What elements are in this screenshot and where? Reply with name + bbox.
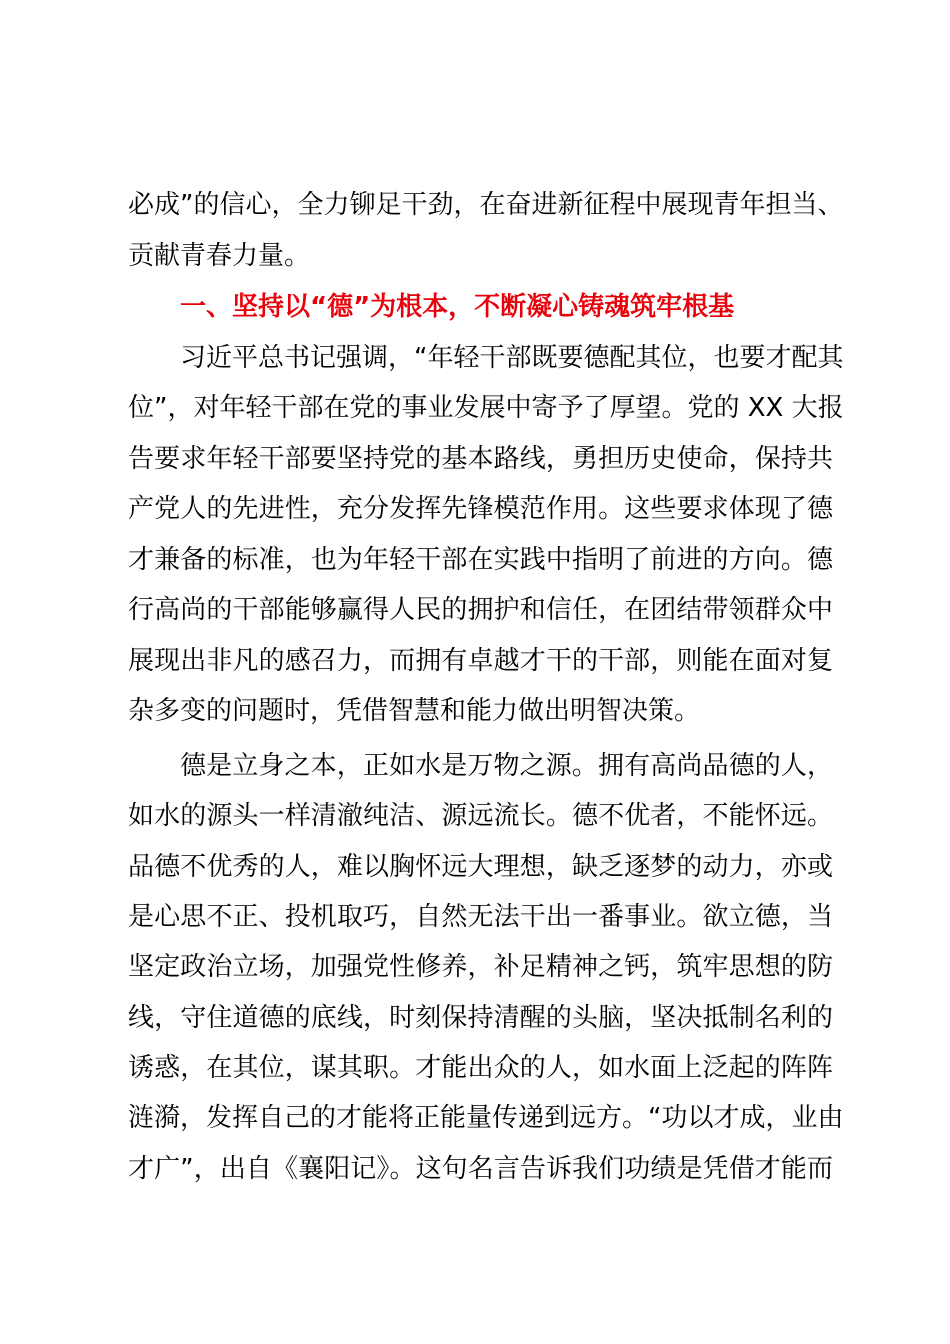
paragraph-line: 线，守住道德的底线，时刻保持清醒的头脑，坚决抵制名利的: [128, 1003, 833, 1033]
paragraph-line: 告要求年轻干部要坚持党的基本路线，勇担历史使命，保持共: [128, 444, 833, 474]
paragraph-line: 产党人的先进性，充分发挥先锋模范作用。这些要求体现了德: [128, 494, 833, 524]
paragraph-line: 诱惑，在其位，谋其职。才能出众的人，如水面上泛起的阵阵: [128, 1053, 833, 1083]
paragraph-line: 习近平总书记强调，“年轻干部既要德配其位，也要才配其: [180, 343, 844, 373]
paragraph-line: 坚定政治立场，加强党性修养，补足精神之钙，筑牢思想的防: [128, 952, 833, 982]
paragraph-line: 品德不优秀的人，难以胸怀远大理想，缺乏逐梦的动力，亦或: [128, 852, 833, 882]
intro-line: 贡献青春力量。: [128, 241, 311, 271]
paragraph-line: 展现出非凡的感召力，而拥有卓越才干的干部，则能在面对复: [128, 646, 833, 676]
paragraph-line: 是心思不正、投机取巧，自然无法干出一番事业。欲立德，当: [128, 902, 833, 932]
intro-line: 必成”的信心，全力铆足干劲，在奋进新征程中展现青年担当、: [128, 190, 844, 220]
paragraph-line: 才广”，出自《襄阳记》。这句名言告诉我们功绩是凭借才能而: [128, 1154, 833, 1184]
paragraph-line: 德是立身之本，正如水是万物之源。拥有高尚品德的人，: [180, 751, 833, 781]
section-heading: 一、坚持以“德”为根本，不断凝心铸魂筑牢根基: [180, 292, 735, 322]
paragraph-line: 杂多变的问题时，凭借智慧和能力做出明智决策。: [128, 696, 701, 726]
paragraph-line: 行高尚的干部能够赢得人民的拥护和信任，在团结带领群众中: [128, 595, 833, 625]
paragraph-line: 才兼备的标准，也为年轻干部在实践中指明了前进的方向。德: [128, 545, 833, 575]
paragraph-line: 位”，对年轻干部在党的事业发展中寄予了厚望。党的 XX 大报: [128, 393, 844, 423]
paragraph-line: 如水的源头一样清澈纯洁、源远流长。德不优者，不能怀远。: [128, 801, 833, 831]
paragraph-line: 涟漪，发挥自己的才能将正能量传递到远方。“功以才成，业由: [128, 1103, 844, 1133]
